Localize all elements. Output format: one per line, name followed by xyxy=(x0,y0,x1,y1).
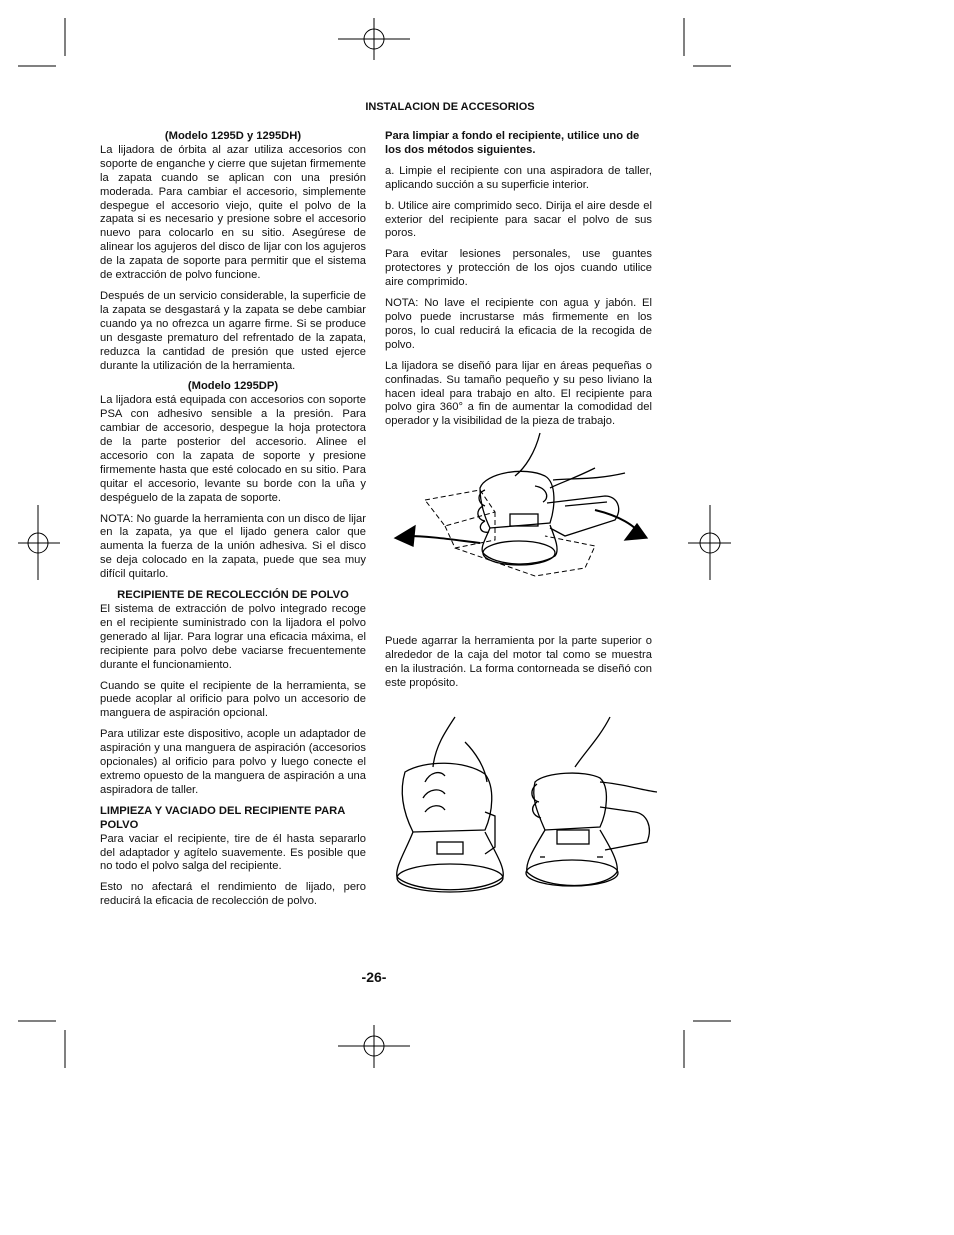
paragraph: La lijadora se diseñó para lijar en áreas pequeñas o confinadas. Su tamaño pequeño y su peso liviano la hacen ideal para trabajo en alto. El recipiente para polvo gira 360° a fin de aumentar la comodidad del operador y la visibilidad de la pieza de trabajo. xyxy=(385,359,652,428)
paragraph: a. Limpie el recipiente con una aspiradora de taller, aplicando succión a su superficie interior. xyxy=(385,164,652,191)
left-column xyxy=(100,130,366,916)
paragraph: Para evitar lesiones personales, use guantes protectores y protección de los ojos cuando utilice aire comprimido. xyxy=(385,248,652,289)
paragraph: Puede agarrar la herramienta por la parte superior o alrededor de la caja del motor tal como se muestra en la ilustración. La forma contorneada se diseñó con este propósito. xyxy=(385,635,652,689)
subheading-dust-canister: RECIPIENTE DE RECOLECCIÓN DE POLVO xyxy=(117,589,349,602)
paragraph: NOTA: No lave el recipiente con agua y jabón. El polvo puede incrustarse más firmemente en los poros, lo cual reducirá la eficacia de la recogida de polvo. xyxy=(385,297,652,351)
right-column-bottom xyxy=(385,635,652,698)
page-heading: INSTALACION DE ACCESORIOS xyxy=(365,101,535,113)
paragraph: Esto no afectará el rendimiento de lijado, pero reducirá la eficacia de recolección de polvo. xyxy=(100,881,366,908)
hand-grip-figure xyxy=(385,712,657,907)
paragraph: La lijadora de órbita al azar utiliza accesorios con soporte de enganche y cierre que sujetan firmemente la zapata cuando se aplican con una presión moderada. Para cambiar el accesorio, simplemente despegue el accesorio viejo, quite el polvo de la zapata si es necesario y presione sobre el accesorio nuevo para colocarlo en su sitio. Asegúrese de alinear los agujeros del disco de lijar con los agujeros de la zapata de soporte para permitir que el sistema de extracción de polvo funcione. xyxy=(100,143,366,282)
paragraph-bold: Para limpiar a fondo el recipiente, utilice uno de los dos métodos siguientes. xyxy=(385,130,640,156)
subheading-cleaning: LIMPIEZA Y VACIADO DEL RECIPIENTE PARA POLVO xyxy=(100,804,345,831)
rotating-canister-figure xyxy=(385,428,655,588)
subheading-model-1295dp: (Modelo 1295DP) xyxy=(187,380,279,393)
paragraph: La lijadora está equipada con accesorios con soporte PSA con adhesivo sensible a la presión. Para cambiar de accesorio, despegue la hoja protectora de la parte posterior del accesorio. Alinee el accesorio con la zapata de soporte y presione firmemente hasta que esté colocado en su sitio. Para quitar el accesorio, levante su borde con la uña y despéguelo de la zapata de soporte. xyxy=(100,394,366,504)
paragraph: Para vaciar el recipiente, tire de él hasta separarlo del adaptador y agítelo suavemente. Es posible que no todo el polvo salga del recipiente. xyxy=(100,832,366,873)
paragraph: El sistema de extracción de polvo integrado recoge en el recipiente suministrado con la lijadora el polvo generado al lijar. Para lograr una eficacia máxima, el recipiente para polvo debe vaciarse frecuentemente durante el funcionamiento. xyxy=(100,603,366,671)
right-column-top xyxy=(385,130,652,436)
subheading-model-1295d: (Modelo 1295D y 1295DH) xyxy=(164,130,302,142)
page-number: -26- xyxy=(361,969,387,985)
paragraph: Después de un servicio considerable, la superficie de la zapata se desgastará y la zapata se debe cambiar cuando ya no ofrezca un agarre firme. Si se produce un desgaste prematuro del refrentado de la zapata, reduzca la cantidad de presión que usted ejerce durante la utilización de la herramienta. xyxy=(100,289,366,372)
paragraph: NOTA: No guarde la herramienta con un disco de lijar en la zapata, ya que el lijado genera calor que aumenta la fuerza de la unión adhesiva. Si el disco se deja colocado en la zapata, puede que sea muy difícil quitarlo. xyxy=(100,512,366,581)
paragraph: Cuando se quite el recipiente de la herramienta, se puede acoplar al orificio para polvo un accesorio de manguera de aspiración opcional. xyxy=(100,679,366,720)
paragraph: Para utilizar este dispositivo, acople un adaptador de aspiración y una manguera de aspiración (accesorios opcionales) al orificio para polvo y luego conecte el extremo opuesto de la manguera de aspiración a una aspiradora de taller. xyxy=(100,728,366,796)
paragraph: b. Utilice aire comprimido seco. Dirija el aire desde el exterior del recipiente para sacar el polvo de sus poros. xyxy=(385,199,652,240)
